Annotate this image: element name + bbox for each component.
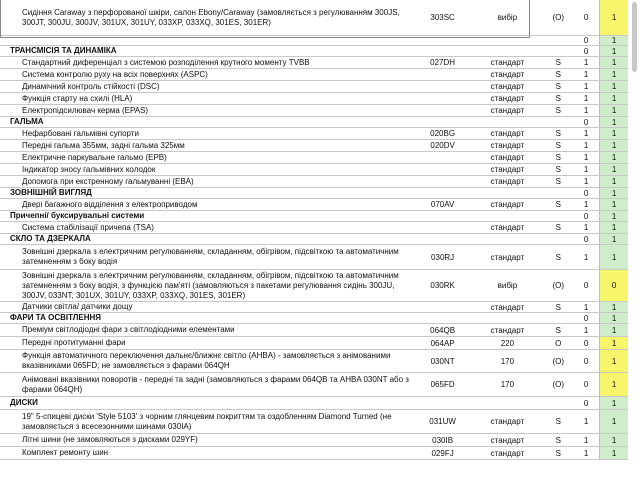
availability-flag: S: [555, 165, 561, 174]
value-col-b: 1: [599, 313, 628, 323]
table-row: [0, 57, 628, 69]
row-description: Функція старту на схилі (HLA): [22, 93, 133, 103]
row-description: Літні шини (не замовляються з дисками 029YF): [22, 435, 198, 444]
value-col-a: 1: [583, 417, 589, 426]
option-type: стандарт: [490, 200, 525, 209]
row-description: Причепні/ буксирувальні системи: [10, 211, 145, 220]
option-type: стандарт: [490, 94, 525, 103]
option-type: стандарт: [490, 417, 525, 426]
table-row: [0, 199, 628, 211]
row-description: Система контролю руху на всіх поверхнях (ASPC): [22, 69, 208, 79]
value-col-b: 1: [599, 373, 628, 396]
value-col-a: 0: [583, 281, 589, 290]
availability-flag: S: [555, 94, 561, 103]
availability-flag: S: [555, 435, 561, 445]
option-type: стандарт: [490, 448, 525, 458]
value-col-a: 1: [583, 106, 589, 115]
value-col-a: 0: [583, 356, 589, 366]
row-description: ГАЛЬМА: [10, 117, 44, 126]
table-row: [0, 69, 628, 81]
option-code: 030NT: [430, 356, 455, 366]
availability-flag: S: [555, 200, 561, 209]
value-col-b: 1: [599, 350, 628, 372]
value-col-b: 1: [599, 140, 628, 151]
value-col-a: 0: [583, 313, 589, 323]
table-row: [0, 350, 628, 373]
value-col-a: 1: [583, 223, 589, 232]
table-row: [0, 140, 628, 152]
row-description: ФАРИ ТА ОСВІТЛЕННЯ: [10, 313, 102, 322]
table-row: [0, 447, 628, 460]
option-type: 170: [500, 356, 515, 366]
availability-flag: S: [555, 448, 561, 458]
availability-flag: S: [555, 129, 561, 138]
option-type: стандарт: [490, 165, 525, 174]
value-col-b: 1: [599, 211, 628, 221]
table-row: [0, 176, 628, 188]
value-col-b: 1: [599, 176, 628, 187]
value-col-b: 1: [599, 81, 628, 92]
option-type: 220: [500, 338, 515, 348]
value-col-a: 1: [583, 70, 589, 79]
value-col-b: 1: [599, 302, 628, 312]
availability-flag: S: [555, 302, 561, 312]
option-code: 029FJ: [431, 448, 454, 458]
option-code: 030RK: [430, 281, 455, 290]
row-description: Передні гальма 355мм, задні гальма 325мм: [22, 140, 185, 150]
option-code: 064AP: [430, 338, 455, 348]
availability-flag: S: [555, 417, 561, 426]
table-row: [0, 270, 628, 302]
availability-flag: S: [555, 106, 561, 115]
availability-flag: S: [555, 153, 561, 162]
row-description: Двері багажного відділення з електроприводом: [22, 199, 198, 209]
value-col-a: 0: [583, 117, 589, 127]
value-col-b: 1: [599, 57, 628, 68]
scrollbar-thumb[interactable]: [632, 2, 637, 72]
value-col-a: 1: [583, 165, 589, 174]
value-col-b: 1: [599, 337, 628, 349]
value-col-a: 1: [583, 129, 589, 138]
option-type: стандарт: [490, 141, 525, 150]
row-description: Преміум світлодіодні фари з світлодіодними елементами: [22, 325, 235, 334]
row-description: Зовнішні дзеркала з електричним регулюванням, складанням, обігрівом, підсвіткою та автоматичним затемненням з боку водія: [22, 247, 399, 266]
table-row: [0, 245, 628, 270]
option-code: 030IB: [432, 435, 454, 445]
option-type: 170: [500, 380, 515, 389]
availability-flag: O: [555, 338, 562, 348]
value-col-b: 1: [599, 188, 628, 198]
row-description: 19" 5-спицеві диски 'Style 5103' з чорним глянцевим покриттям та оздобленням Diamond Turned (не замовляється з всесезонними шинами 030IA): [22, 411, 392, 431]
table-row: [0, 152, 628, 164]
row-description: Функція автоматичного переключення дальнє/ближнє світло (AHBA) - замовляється з анімованими вказівниками 065FD; не замовляється з фарами 064QH: [22, 351, 391, 370]
row-description: Комплект ремонту шин: [22, 448, 109, 457]
value-col-a: 0: [583, 211, 589, 221]
option-code: 064QB: [430, 325, 456, 335]
availability-flag: (O): [552, 13, 565, 22]
row-description: Передні протитуманні фари: [22, 338, 126, 347]
value-col-b: 1: [599, 434, 628, 446]
option-code: 020DV: [430, 141, 455, 150]
option-type: стандарт: [490, 252, 525, 262]
value-col-a: 1: [583, 200, 589, 209]
value-col-a: 1: [583, 94, 589, 103]
table-row: [0, 0, 628, 36]
table-row: [0, 81, 628, 93]
value-col-b: 1: [599, 0, 628, 35]
value-col-b: 1: [599, 105, 628, 116]
value-col-a: 1: [583, 252, 589, 262]
value-col-b: 1: [599, 152, 628, 163]
row-description: СКЛО ТА ДЗЕРКАЛА: [10, 234, 91, 243]
option-type: стандарт: [490, 58, 525, 67]
value-col-a: 1: [583, 177, 589, 186]
table-row: [0, 93, 628, 105]
option-type: стандарт: [490, 223, 525, 232]
option-code: 303SC: [430, 13, 455, 22]
table-row: [0, 302, 628, 313]
value-col-b: 1: [599, 164, 628, 175]
row-description: Датчики світла/ датчики дощу: [22, 302, 133, 311]
value-col-a: 1: [583, 82, 589, 91]
row-description: Стандартний диференціал з системою розподілення крутного моменту TVBB: [22, 57, 310, 67]
row-description: Анімовані вказівники поворотів - передні та задні (замовляються з фарами 064QB та AHBA 030NT або з фарами 064QH): [22, 374, 409, 394]
value-col-a: 0: [583, 380, 589, 389]
row-description: Система стабілізації причепа (TSA): [22, 222, 154, 232]
availability-flag: S: [555, 58, 561, 67]
option-type: стандарт: [490, 302, 525, 312]
option-type: стандарт: [490, 153, 525, 162]
value-col-a: 1: [583, 141, 589, 150]
table-row: [0, 337, 628, 350]
option-code: 065FD: [430, 380, 455, 389]
value-col-b: 1: [599, 128, 628, 139]
table-row: [0, 164, 628, 176]
row-description: Сидіння Caraway з перфорованої шкіри, салон Ebony/Caraway (замовляється з регулюванням 300JS, 300JT, 300JU, 300JV, 301UX, 301UY, 033XP, 033XQ, 301ES, 301ER): [22, 7, 400, 27]
availability-flag: (O): [552, 380, 565, 389]
availability-flag: (O): [552, 356, 565, 366]
table-row: [0, 410, 628, 434]
value-col-a: 0: [583, 13, 589, 22]
section-row: [0, 234, 628, 245]
table-row: [0, 105, 628, 117]
table-row: [0, 373, 628, 397]
option-type: вибір: [497, 281, 518, 290]
availability-flag: S: [555, 141, 561, 150]
table-row: [0, 128, 628, 140]
availability-flag: S: [555, 82, 561, 91]
value-col-b: 1: [599, 410, 628, 433]
row-description: Індикатор зносу гальмівних колодок: [22, 164, 156, 174]
value-col-b: 1: [599, 36, 628, 45]
value-col-a: 1: [583, 153, 589, 162]
section-row: [0, 188, 628, 199]
section-row: [0, 211, 628, 222]
value-col-b: 1: [599, 245, 628, 269]
option-code: 027DH: [430, 58, 456, 67]
option-type: стандарт: [490, 435, 525, 445]
option-type: стандарт: [490, 82, 525, 91]
availability-flag: S: [555, 325, 561, 335]
section-row: [0, 313, 628, 324]
value-col-a: 0: [583, 46, 589, 56]
value-col-a: 0: [583, 188, 589, 198]
option-type: стандарт: [490, 325, 525, 335]
row-description: ДИСКИ: [10, 398, 38, 407]
value-col-b: 1: [599, 447, 628, 459]
row-description: Електропідсилювач керма (EPAS): [22, 105, 149, 115]
availability-flag: S: [555, 70, 561, 79]
value-col-b: 1: [599, 222, 628, 233]
section-row: [0, 117, 628, 128]
section-row: [0, 46, 628, 57]
table-row: [0, 434, 628, 447]
value-col-b: 1: [599, 117, 628, 127]
value-col-b: 1: [599, 199, 628, 210]
value-col-b: 1: [599, 69, 628, 80]
row-description: ТРАНСМІСІЯ ТА ДИНАМІКА: [10, 46, 117, 55]
value-col-b: 1: [599, 93, 628, 104]
option-code: 030RJ: [431, 252, 455, 262]
value-col-a: 0: [583, 36, 589, 45]
value-col-a: 1: [583, 448, 589, 458]
table-row: [0, 222, 628, 234]
option-code: 031UW: [429, 417, 456, 426]
option-type: вибір: [497, 13, 518, 22]
option-type: стандарт: [490, 70, 525, 79]
value-col-a: 1: [583, 58, 589, 67]
table-row: [0, 36, 628, 46]
row-description: ЗОВНІШНІЙ ВИГЛЯД: [10, 188, 92, 197]
value-col-b: 1: [599, 234, 628, 244]
value-col-b: 0: [599, 270, 628, 301]
option-code: 070AV: [430, 200, 455, 209]
row-description: Електричне паркувальне гальмо (EPB): [22, 152, 167, 162]
value-col-a: 1: [583, 325, 589, 335]
availability-flag: S: [555, 252, 561, 262]
value-col-b: 1: [599, 46, 628, 56]
row-description: Зовнішні дзеркала з електричним регулюванням, складанням, обігрівом, підсвіткою та автоматичним затемненням з боку водія, з функцією пам'яті (замовляються з пакетами регулювання сидінь 300JU, 300JV, 033NT, 301UX, 301UY, 033XP, 033XQ, 301ES, 301ER): [22, 270, 399, 300]
option-code: 020BG: [430, 129, 456, 138]
value-col-a: 1: [583, 302, 589, 312]
section-row: [0, 397, 628, 410]
value-col-a: 0: [583, 338, 589, 348]
option-type: стандарт: [490, 177, 525, 186]
row-description: Допомога при екстренному гальмуванні (EBA): [22, 176, 194, 186]
option-type: стандарт: [490, 106, 525, 115]
value-col-a: 0: [583, 398, 589, 408]
value-col-b: 1: [599, 324, 628, 336]
value-col-a: 0: [583, 234, 589, 244]
table-row: [0, 324, 628, 337]
availability-flag: (O): [552, 281, 565, 290]
row-description: Динамічний контроль стійкості (DSC): [22, 81, 160, 91]
value-col-a: 1: [583, 435, 589, 445]
availability-flag: S: [555, 177, 561, 186]
availability-flag: S: [555, 223, 561, 232]
option-type: стандарт: [490, 129, 525, 138]
row-description: Нефарбовані гальмівні супорти: [22, 128, 139, 138]
value-col-b: 1: [599, 397, 628, 409]
